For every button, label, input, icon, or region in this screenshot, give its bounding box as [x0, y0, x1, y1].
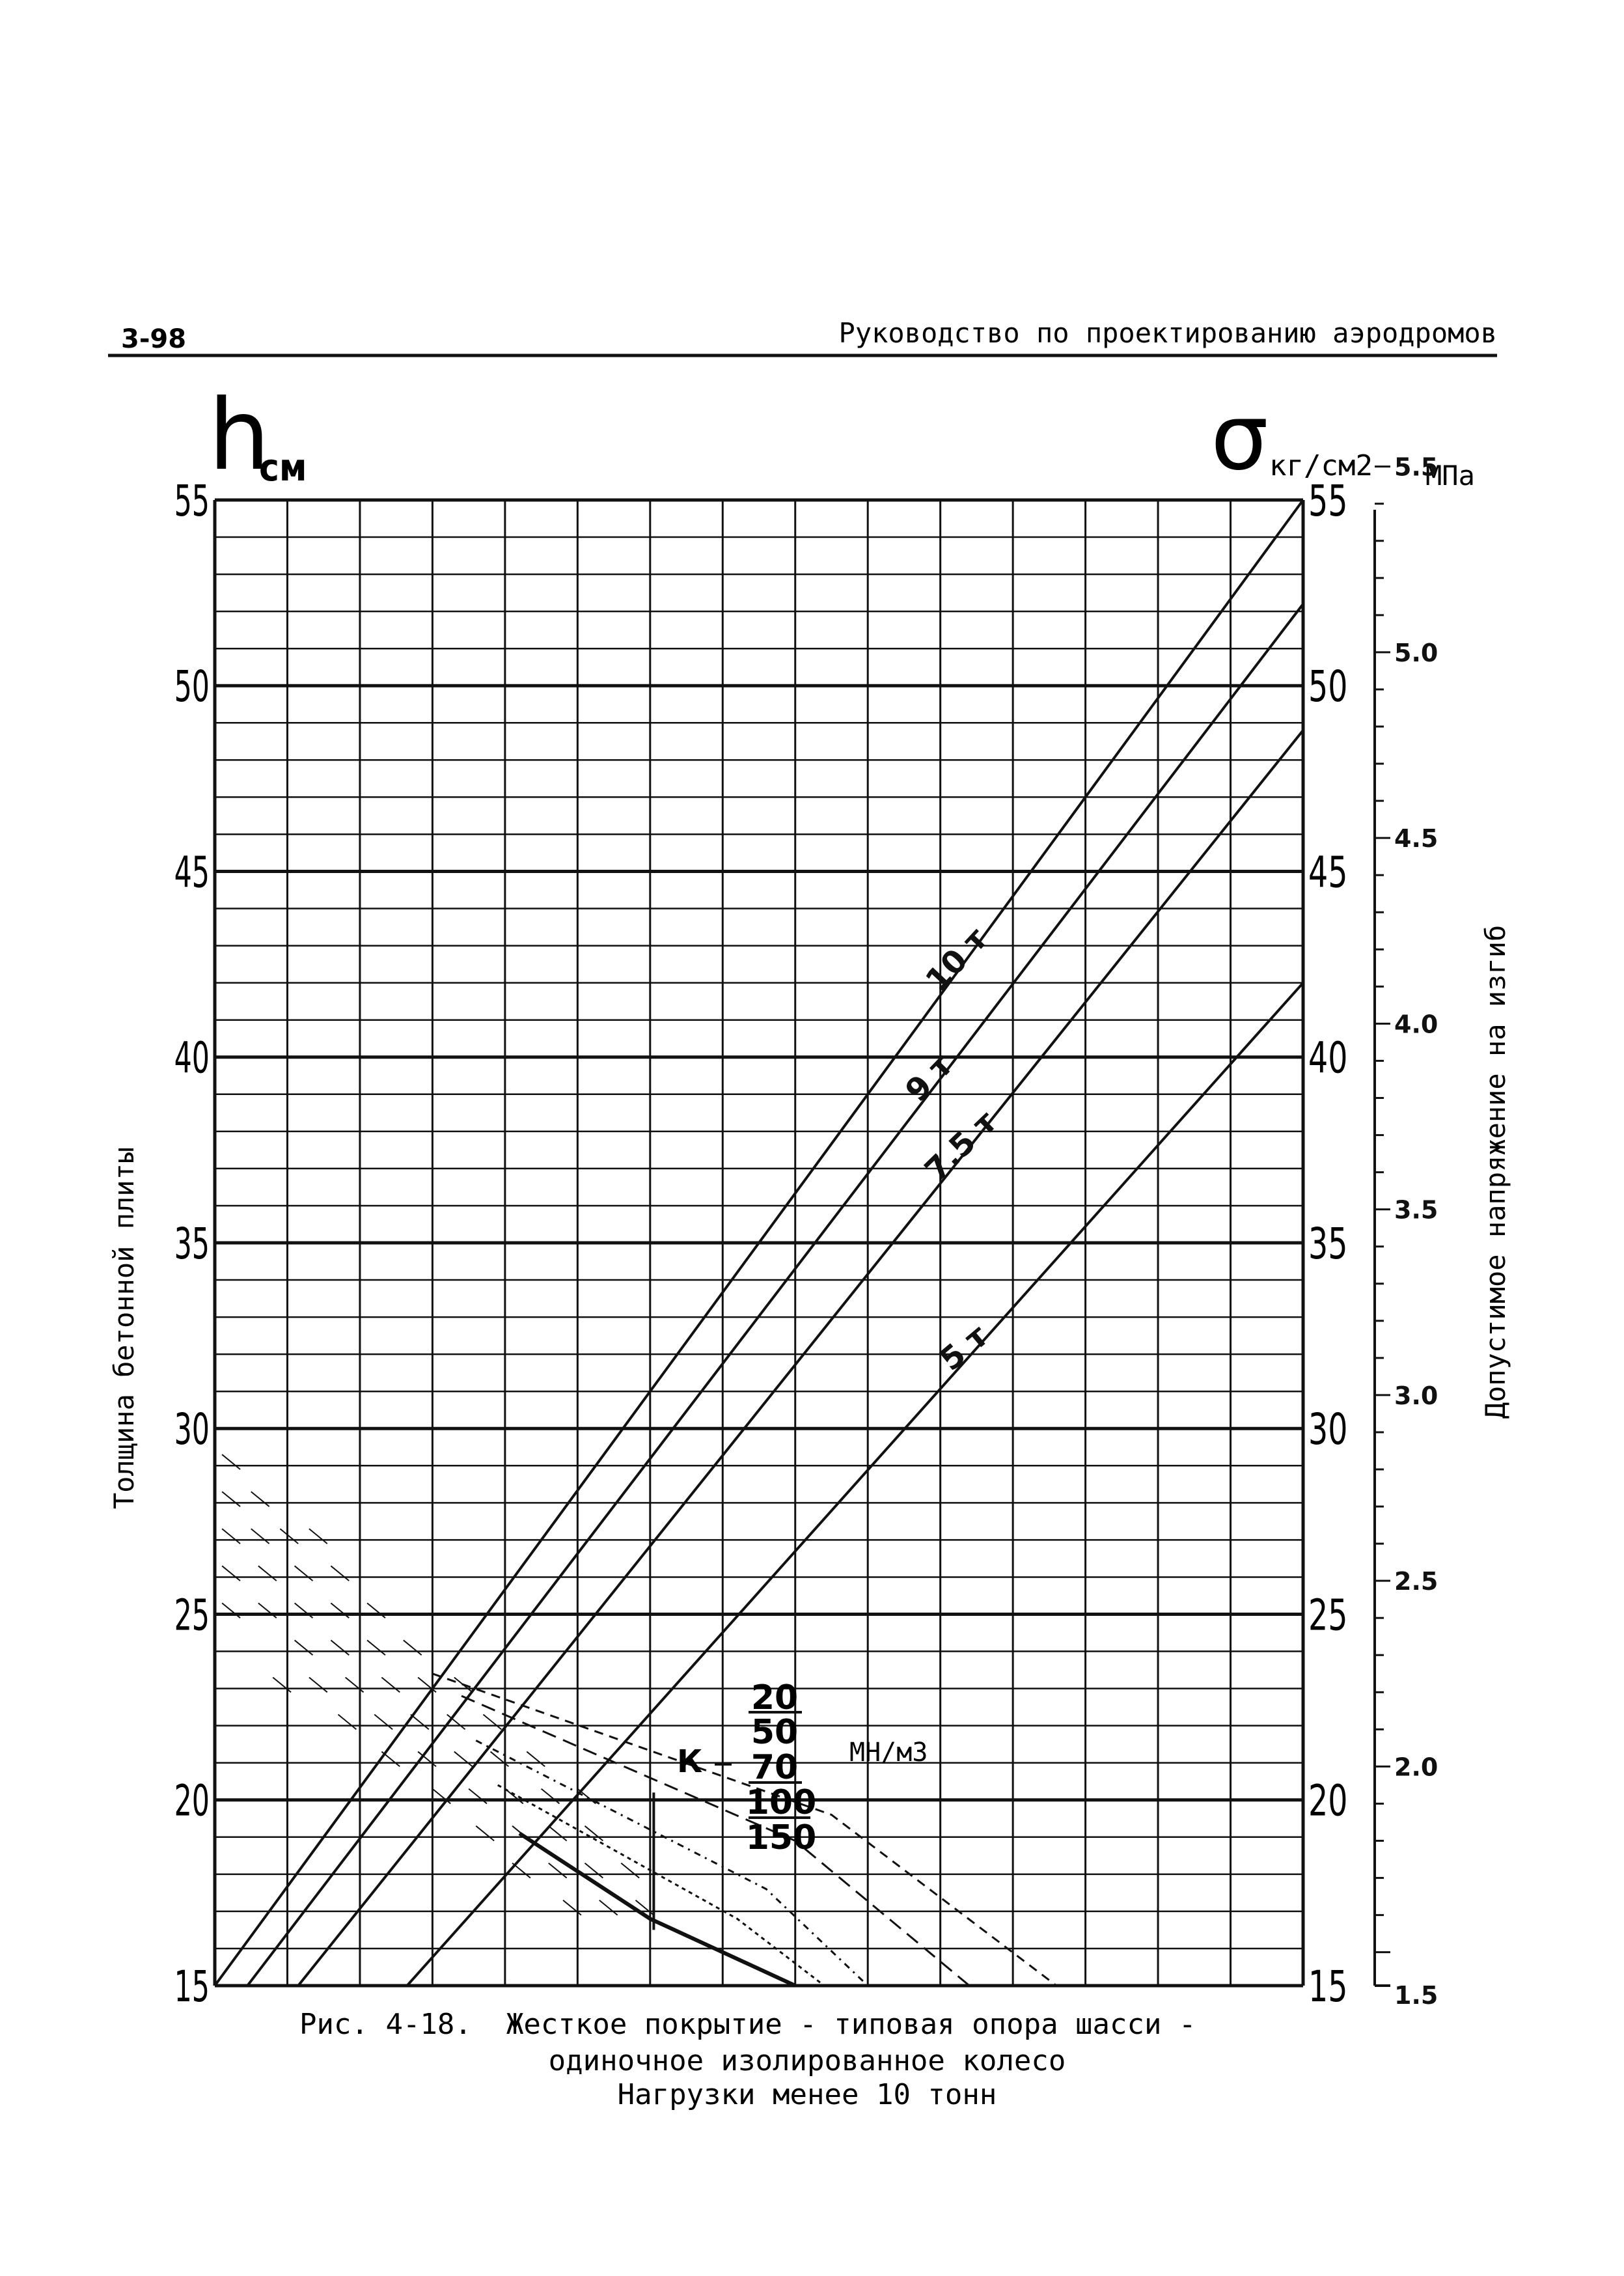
mpa-scale	[1375, 453, 1438, 2010]
mpa-unit: МПа	[1425, 460, 1475, 492]
h-symbol: h	[208, 379, 271, 492]
left-tick-label: 35	[174, 1219, 210, 1270]
hatch-mark	[222, 1454, 240, 1469]
left-tick-label: 45	[174, 847, 210, 898]
hatch-mark	[454, 1752, 473, 1767]
hatch-mark	[331, 1640, 349, 1655]
right-tick-label: 15	[1308, 1962, 1348, 2012]
hatch-mark	[222, 1566, 240, 1581]
hatch-mark	[251, 1529, 269, 1544]
hatch-mark	[549, 1863, 567, 1878]
mpa-tick-label: 3.5	[1394, 1195, 1438, 1225]
left-tick-label: 40	[174, 1033, 210, 1083]
hatch-mark	[381, 1677, 400, 1692]
caption-line-3: Нагрузки менее 10 тонн	[617, 2078, 997, 2111]
hatch-mark	[309, 1677, 327, 1692]
k-value-150: 150	[745, 1818, 817, 1857]
k-label: К	[677, 1743, 703, 1780]
hatch-mark	[476, 1826, 494, 1841]
caption-line-2: одиночное изолированное колесо	[548, 2044, 1066, 2077]
sigma-symbol: σ	[1211, 385, 1269, 491]
k-value-70: 70	[750, 1748, 799, 1787]
hatch-mark	[222, 1529, 240, 1544]
right-tick-label: 50	[1308, 661, 1348, 712]
right-tick-label: 40	[1308, 1033, 1348, 1083]
k-value-50: 50	[750, 1713, 799, 1752]
hatch-mark	[621, 1863, 639, 1878]
running-title: Руководство по проектированию аэродромов	[838, 317, 1497, 349]
hatch-mark	[411, 1715, 429, 1730]
left-tick-label: 20	[174, 1775, 210, 1826]
h-unit: см	[259, 445, 307, 490]
page-number: 3-98	[121, 324, 187, 354]
k-legend	[677, 1678, 928, 1857]
left-axis-title	[208, 379, 307, 492]
mpa-tick-label: 5.5	[1394, 452, 1438, 482]
right-tick-label: 25	[1308, 1590, 1348, 1641]
hatch-mark	[599, 1900, 618, 1915]
hatch-mark	[527, 1752, 545, 1767]
hatch-mark	[251, 1492, 269, 1506]
mpa-tick-label: 2.0	[1394, 1753, 1438, 1782]
load-line	[407, 983, 1303, 1986]
mpa-tick-label: 4.5	[1394, 824, 1438, 854]
hatch-mark	[280, 1529, 298, 1544]
right-tick-label: 20	[1308, 1775, 1348, 1826]
left-tick-label: 25	[174, 1590, 210, 1641]
hatch-mark	[222, 1492, 240, 1506]
hatch-mark	[404, 1640, 422, 1655]
right-tick-label: 55	[1308, 476, 1348, 527]
left-tick-label: 30	[174, 1404, 210, 1455]
right-axis-label: Допустимое напряжение на изгиб	[1479, 924, 1511, 1419]
figure-caption	[299, 2008, 1196, 2111]
hatch-mark	[512, 1826, 530, 1841]
right-tick-label: 35	[1308, 1219, 1348, 1270]
mpa-tick-label: 2.5	[1394, 1567, 1438, 1596]
hatch-mark	[483, 1715, 501, 1730]
hatch-mark	[374, 1715, 392, 1730]
hatch-mark	[258, 1566, 277, 1581]
page-header	[108, 317, 1497, 355]
k-value-100: 100	[745, 1783, 817, 1822]
hatch-mark	[549, 1826, 567, 1841]
left-axis-ticks	[174, 476, 210, 2012]
hatch-mark	[381, 1752, 400, 1767]
hatch-mark	[512, 1863, 530, 1878]
right-tick-label: 45	[1308, 847, 1348, 898]
right-axis-ticks	[1308, 476, 1347, 2012]
mpa-tick-label: 5.0	[1394, 638, 1438, 667]
load-line-label: 5 т	[933, 1317, 995, 1378]
left-axis-label: Толщина бетонной плиты	[108, 1146, 140, 1510]
load-line-label: 10 т	[918, 921, 995, 999]
mpa-tick-label: 4.0	[1394, 1010, 1438, 1039]
sigma-unit: кг/см2	[1269, 449, 1373, 482]
k-curve	[432, 1674, 1056, 1986]
right-tick-label: 30	[1308, 1404, 1348, 1455]
load-line-label: 9 т	[898, 1047, 960, 1109]
left-tick-label: 15	[174, 1962, 210, 2012]
k-curves	[432, 1674, 1056, 1986]
left-tick-label: 50	[174, 661, 210, 712]
mpa-tick-label: 3.0	[1394, 1381, 1438, 1410]
k-unit: МН/м3	[849, 1738, 928, 1768]
mpa-tick-label: 1.5	[1394, 1981, 1438, 2010]
hatch-mark	[331, 1566, 349, 1581]
hatch-mark	[309, 1529, 327, 1544]
hatch-mark	[295, 1640, 313, 1655]
hatch-mark	[338, 1715, 356, 1730]
k-value-20: 20	[750, 1678, 799, 1717]
hatch-mark	[367, 1640, 385, 1655]
hatch-mark	[295, 1566, 313, 1581]
load-line-label: 7.5 т	[918, 1103, 1004, 1189]
left-tick-label: 55	[174, 476, 210, 527]
caption-line-1: Рис. 4-18. Жесткое покрытие - типовая опора шасси -	[299, 2008, 1196, 2041]
hatch-mark	[454, 1677, 473, 1692]
